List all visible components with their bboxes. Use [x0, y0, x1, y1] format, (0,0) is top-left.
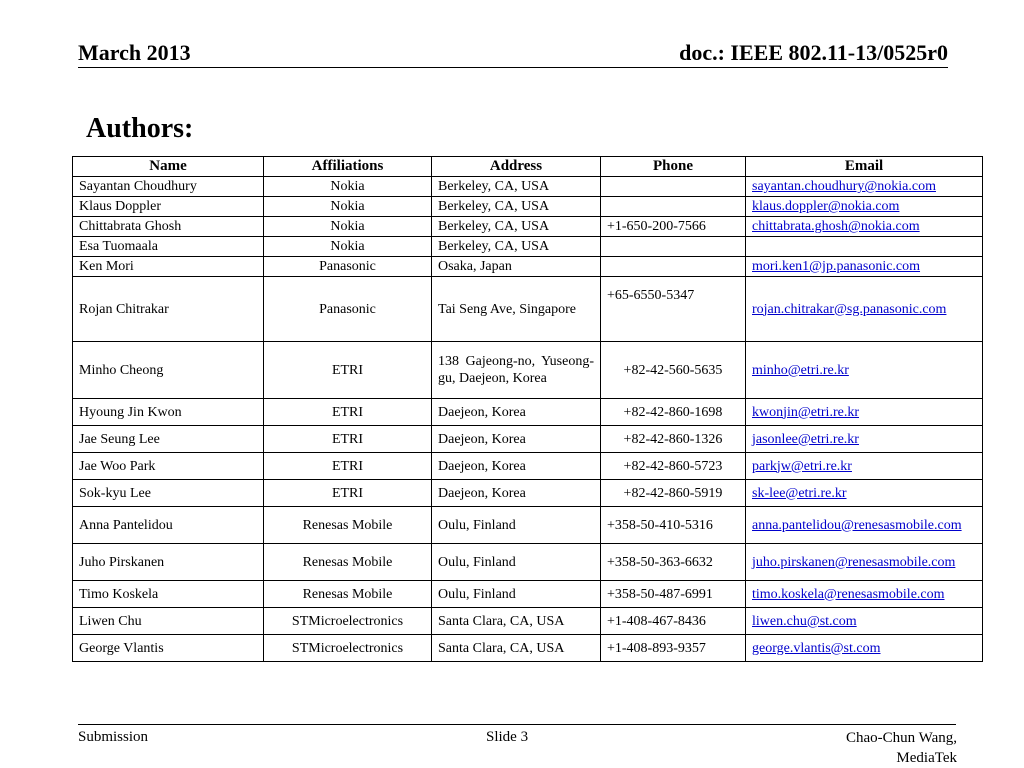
author-phone: +82-42-560-5635 [601, 342, 746, 399]
header-document-id: doc.: IEEE 802.11-13/0525r0 [679, 40, 948, 65]
table-row [73, 581, 983, 608]
footer-rule [78, 724, 956, 725]
author-address: Daejeon, Korea [432, 399, 601, 426]
author-email-link[interactable]: sk-lee@etri.re.kr [752, 485, 847, 501]
author-email-cell [746, 635, 983, 662]
author-affiliation: Panasonic [264, 277, 432, 342]
author-name: Timo Koskela [73, 581, 264, 608]
table-row [73, 237, 983, 257]
author-affiliation: STMicroelectronics [264, 608, 432, 635]
author-phone: +1-408-467-8436 [601, 608, 746, 635]
author-name: Minho Cheong [73, 342, 264, 399]
table-row [73, 342, 983, 399]
author-address: Berkeley, CA, USA [432, 217, 601, 237]
author-phone [601, 197, 746, 217]
author-email-link[interactable]: george.vlantis@st.com [752, 640, 881, 656]
footer-author-company: MediaTek [896, 750, 957, 766]
author-phone: +65-6550-5347 [601, 277, 746, 342]
author-affiliation: Renesas Mobile [264, 581, 432, 608]
author-name: Jae Woo Park [73, 453, 264, 480]
author-address: Santa Clara, CA, USA [432, 635, 601, 662]
author-email-link[interactable]: mori.ken1@jp.panasonic.com [752, 259, 921, 274]
footer-submission: Submission [78, 729, 149, 745]
author-phone [601, 177, 746, 197]
author-email-link[interactable]: klaus.doppler@nokia.com [752, 199, 900, 214]
author-name: George Vlantis [73, 635, 264, 662]
table-row [73, 197, 983, 217]
column-header-phone: Phone [601, 157, 746, 177]
table-row [73, 635, 983, 662]
author-address: Oulu, Finland [432, 507, 601, 544]
table-row [73, 399, 983, 426]
table-row [73, 177, 983, 197]
author-affiliation: Renesas Mobile [264, 507, 432, 544]
author-email-cell [746, 342, 983, 399]
author-address: Berkeley, CA, USA [432, 237, 601, 257]
author-address: Berkeley, CA, USA [432, 197, 601, 217]
author-name: Chittabrata Ghosh [73, 217, 264, 237]
author-email-link[interactable]: jasonlee@etri.re.kr [752, 431, 859, 447]
author-name: Ken Mori [73, 257, 264, 277]
author-affiliation: ETRI [264, 453, 432, 480]
header-date: March 2013 [78, 40, 191, 65]
author-affiliation: Panasonic [264, 257, 432, 277]
table-header-row [73, 157, 983, 177]
author-affiliation: ETRI [264, 480, 432, 507]
author-email-cell [746, 197, 983, 217]
column-header-affiliations: Affiliations [264, 157, 432, 177]
table-row [73, 426, 983, 453]
author-email-link[interactable]: liwen.chu@st.com [752, 613, 857, 629]
author-address: Oulu, Finland [432, 544, 601, 581]
table-row [73, 453, 983, 480]
author-address: Daejeon, Korea [432, 426, 601, 453]
author-address: Oulu, Finland [432, 581, 601, 608]
author-email-link[interactable]: minho@etri.re.kr [752, 362, 849, 378]
author-email-cell [746, 581, 983, 608]
table-row [73, 480, 983, 507]
author-name: Liwen Chu [73, 608, 264, 635]
authors-table [72, 156, 983, 662]
author-email-link[interactable]: kwonjin@etri.re.kr [752, 404, 859, 420]
author-address: Tai Seng Ave, Singapore [432, 277, 601, 342]
author-email-cell [746, 544, 983, 581]
author-phone: +358-50-487-6991 [601, 581, 746, 608]
author-email-cell [746, 608, 983, 635]
author-phone: +82-42-860-5919 [601, 480, 746, 507]
author-name: Hyoung Jin Kwon [73, 399, 264, 426]
column-header-email: Email [746, 157, 983, 177]
footer-author-name: Chao-Chun Wang, [845, 730, 957, 746]
author-phone: +82-42-860-5723 [601, 453, 746, 480]
author-name: Anna Pantelidou [73, 507, 264, 544]
author-email-cell [746, 480, 983, 507]
author-email-cell [746, 426, 983, 453]
slide-title: Authors: [86, 113, 194, 144]
author-affiliation: Nokia [264, 217, 432, 237]
table-row [73, 544, 983, 581]
author-name: Rojan Chitrakar [73, 277, 264, 342]
author-phone: +1-408-893-9357 [601, 635, 746, 662]
column-header-name: Name [73, 157, 264, 177]
author-address: Daejeon, Korea [432, 453, 601, 480]
author-address: 138 Gajeong-no, Yuseong-gu, Daejeon, Korea [432, 342, 601, 399]
author-email-cell [746, 257, 983, 277]
author-email-link[interactable]: timo.koskela@renesasmobile.com [752, 586, 945, 602]
author-affiliation: Nokia [264, 237, 432, 257]
author-name: Klaus Doppler [73, 197, 264, 217]
author-phone: +358-50-363-6632 [601, 544, 746, 581]
footer-author [797, 728, 957, 768]
author-address: Berkeley, CA, USA [432, 177, 601, 197]
author-affiliation: Nokia [264, 177, 432, 197]
author-email-link[interactable]: rojan.chitrakar@sg.panasonic.com [752, 301, 947, 317]
table-row [73, 608, 983, 635]
author-name: Sok-kyu Lee [73, 480, 264, 507]
author-email-cell [746, 237, 983, 257]
author-affiliation: ETRI [264, 399, 432, 426]
author-email-link[interactable]: parkjw@etri.re.kr [752, 458, 852, 474]
author-email-cell [746, 277, 983, 342]
footer-slide-number: Slide 3 [486, 729, 529, 745]
author-name: Sayantan Choudhury [73, 177, 264, 197]
author-affiliation: Renesas Mobile [264, 544, 432, 581]
author-affiliation: Nokia [264, 197, 432, 217]
author-address: Osaka, Japan [432, 257, 601, 277]
author-address: Santa Clara, CA, USA [432, 608, 601, 635]
author-phone: +82-42-860-1326 [601, 426, 746, 453]
table-row [73, 277, 983, 342]
author-email-link[interactable]: anna.pantelidou@renesasmobile.com [752, 517, 962, 533]
author-phone: +82-42-860-1698 [601, 399, 746, 426]
author-email-cell [746, 399, 983, 426]
author-name: Esa Tuomaala [73, 237, 264, 257]
column-header-address: Address [432, 157, 601, 177]
author-email-cell [746, 177, 983, 197]
author-name: Jae Seung Lee [73, 426, 264, 453]
author-phone: +358-50-410-5316 [601, 507, 746, 544]
author-email-cell [746, 453, 983, 480]
header-rule [78, 67, 948, 68]
author-email-link[interactable]: sayantan.choudhury@nokia.com [752, 179, 936, 194]
author-email-cell [746, 217, 983, 237]
author-address: Daejeon, Korea [432, 480, 601, 507]
author-email-link[interactable]: juho.pirskanen@renesasmobile.com [752, 554, 956, 570]
table-row [73, 217, 983, 237]
author-name: Juho Pirskanen [73, 544, 264, 581]
author-phone: +1-650-200-7566 [601, 217, 746, 237]
author-affiliation: STMicroelectronics [264, 635, 432, 662]
author-affiliation: ETRI [264, 426, 432, 453]
author-phone [601, 237, 746, 257]
table-row [73, 507, 983, 544]
table-row [73, 257, 983, 277]
author-affiliation: ETRI [264, 342, 432, 399]
author-phone [601, 257, 746, 277]
author-email-link[interactable]: chittabrata.ghosh@nokia.com [752, 219, 920, 234]
author-email-cell [746, 507, 983, 544]
